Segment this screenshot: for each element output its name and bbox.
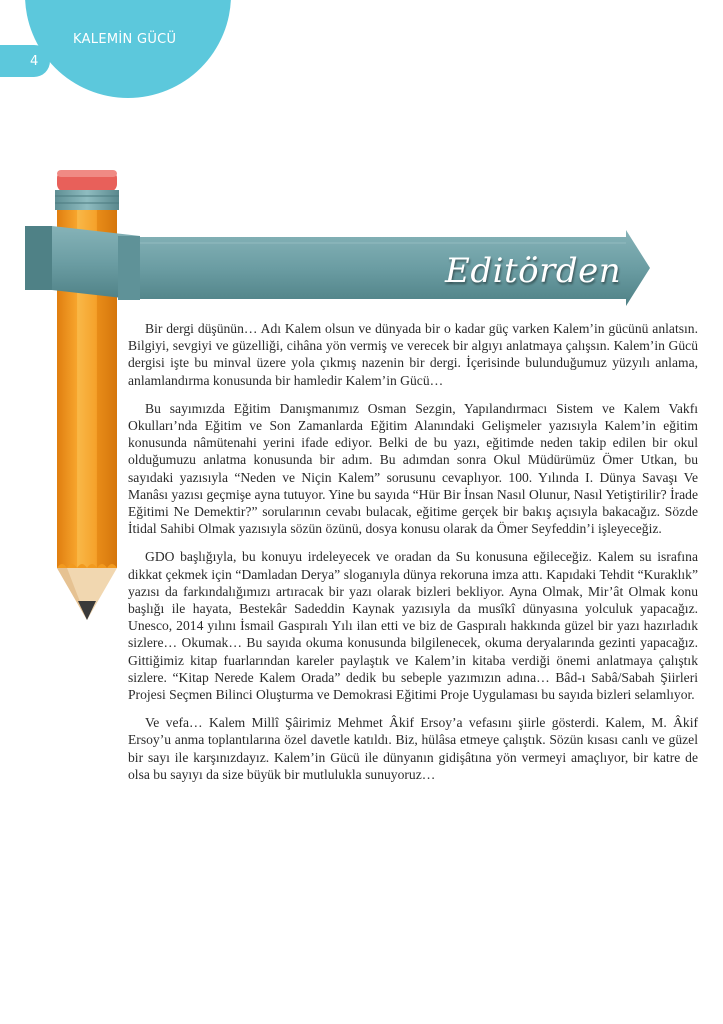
section-title: Editörden (445, 251, 622, 291)
article-paragraph: GDO başlığıyla, bu konuyu irdeleyecek ve oradan da Su konusuna eğileceğiz. Kalem su israfına dikkat çekmek için “Damladan Derya” sloganıyla dünya rekoruna imza attı. Kapıdaki Tehdit “Kuraklık” yazısı da farkındalığımızı artıracak bir yazı olarak bizleri bekliyor. Ayna Olmak, Mir’ât Olmak konu başlığı ile hayata, Bestekâr Sadeddin Kaynak yazısıyla da musîkî dünyasına yolculuk yapacağız. Unesco, 2014 yılını İsmail Gaspıralı Yılı ilan etti ve biz de Gaspıralı hakkında güzel bir yazı hazırladık sizlere… Okumak… Bu sayıda okuma konusunda bilgilenecek, okuma deryalarında gezinti yapacağız. Gittiğimiz kitap fuarlarından kareler paylaştık ve Kalem’in kitaba verdiği önemi anlatmaya çalıştık sizlere. “Kitap Nerede Kalem Orada” dedik bu sebeple yazımızın adına… Bâd-ı Sabâ/Sabah Şiirleri Projesi Seçmen Bilinci Oluşturma ve Demokrasi Eğitimi Proje Uygulaması bu sayıda bizleri selamlıyor. (128, 549, 698, 703)
editorial-article (128, 320, 698, 794)
article-paragraph: Bu sayımızda Eğitim Danışmanımız Osman Sezgin, Yapılandırmacı Sistem ve Kalem Vakfı Okulları’nda Eğitim ve Son Zamanlarda Eğitim Alanındaki Gelişmeler yazısıyla Kalem’in eğitim konusunda nâmütenahi yerini ifade ediyor. Belki de bu yazı, eğitimde neden takip edilen bir okul olduğumuzu anlatma konusunda bir adım. Bu adımdan sonra Okul Müdürümüz Ömer Utkan, bu sayıdaki yazısıyla “Neden ve Niçin Kalem” sorusunu cevaplıyor. 100. Yılında I. Dünya Savaşı Ve Manâsı yazısı geçmişe ayna tutuyor. Yine bu sayıda “Hür Bir İnsan Nasıl Olunur, Nasıl Yetiştirilir? İrade Eğitimi Ne Demektir?” sorularının cevabı bulacak, eğitime gerçek bir bakış açısıyla bakacağız. Sözde İtidal Sahibi Olmak yazısıyla sözün özünü, dosya konusu olarak da Ömer Seyfeddin’i işleyeceğiz. (128, 400, 698, 537)
article-paragraph: Bir dergi düşünün… Adı Kalem olsun ve dünyada bir o kadar güç varken Kalem’in gücünü anlatsın. Bilgiyi, sevgiyi ve güzelliği, cihâna yön vermiş ve verecek bir algıyı anlatmaya çalışsın. Kalem’in Gücü dergisi işte bu minval üzere yola çıkmış nazenin bir dergi. İçerisinde bulunduğumuz yüzyılı anlama, anlamlandırma konusunda bir hamledir Kalem’in Gücü… (128, 321, 698, 388)
article-paragraph: Ve vefa… Kalem Millî Şâirimiz Mehmet Âkif Ersoy’a vefasını şiirle gösterdi. Kalem, M. Âkif Ersoy’u anma toplantılarına özel davetle katıldı. Biz, hülâsa etmeye çalıştık. Sözün kısası canlı ve güzel bir sayı ile karşınızdayız. Kalem’in Gücü ile dünyanın gidişâtına yön vermeyi amaçlıyor, bir katre de olsa bu sayıyı da size büyük bir mutlulukla sunuyoruz… (128, 715, 698, 782)
page-number: 4 (30, 54, 39, 69)
pencil-ribbon-wrap (25, 226, 140, 300)
magazine-title: KALEMİN GÜCÜ (73, 32, 177, 47)
